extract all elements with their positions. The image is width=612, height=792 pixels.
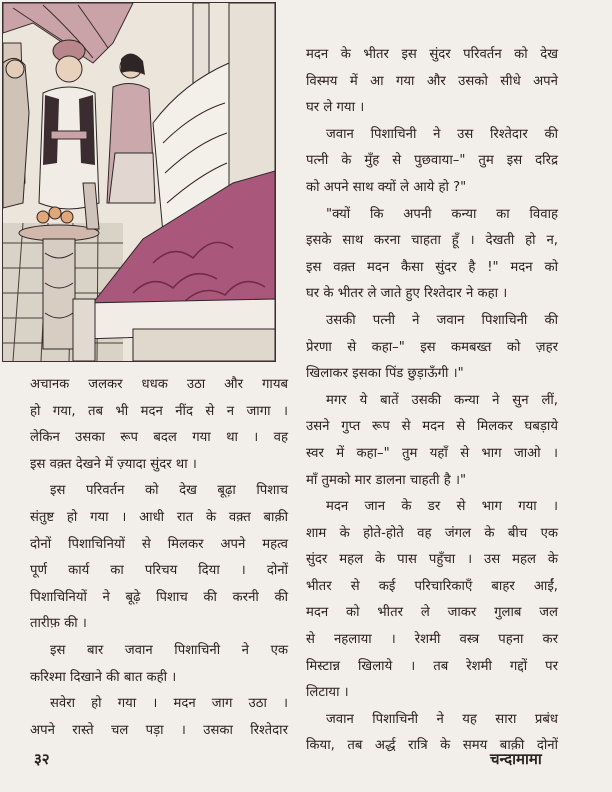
text-line: जवान पिशाचिनी ने उस रिश्तेदार की (326, 126, 558, 142)
text-line: तारीफ़ की । (30, 616, 87, 632)
text-line: इसके साथ करना चाहता हूँ । देखती हो न, (306, 233, 558, 249)
text-line: मदन जान के डर से भाग गया । (326, 499, 558, 515)
text-line: घर के भीतर ले जाते हुए रिश्तेदार ने कहा । (306, 286, 508, 302)
text-line: जवान पिशाचिनी ने यह सारा प्रबंध (326, 711, 558, 727)
text-line: लिटाया । (306, 685, 349, 701)
right-text-column (306, 42, 558, 760)
page-number: ३२ (34, 750, 50, 768)
text-line: इस परिवर्तन को देख बूढ़ा पिशाच (50, 483, 288, 499)
text-line: अपने रास्ते चल पड़ा । उसका रिश्तेदार (30, 722, 288, 738)
text-line: इस बार जवान पिशाचिनी ने एक (50, 642, 288, 658)
text-line: माँ तुमको मार डालना चाहती है ।" (306, 472, 467, 488)
text-line: पूर्ण कार्य का परिचय दिया । दोनों (30, 563, 288, 579)
text-line: अचानक जलकर धधक उठा और गायब (30, 377, 288, 392)
text-line: शाम के होते-होते वह जंगल के बीच एक (306, 525, 558, 541)
text-line: से नहलाया । रेशमी वस्त्र पहना कर (306, 632, 558, 648)
left-text-column (30, 372, 288, 744)
text-line: मदन के भीतर इस सुंदर परिवर्तन को देख (306, 47, 558, 62)
text-line: हो गया, तब भी मदन नींद से न जागा । (30, 403, 288, 419)
text-line: "क्यों कि अपनी कन्या का विवाह (326, 206, 558, 222)
text-line: प्रेरणा से कहा–" इस कमबख्त को ज़हर (306, 339, 558, 355)
text-line: उसने गुप्त रूप से मदन से मिलकर घबड़ाये (306, 419, 558, 435)
text-line: पत्नी के मुँह से पुछवाया–" तुम इस दरिद्र (306, 153, 558, 169)
text-line: संतुष्ट हो गया । आधी रात के वक़्त बाक़ी (30, 509, 288, 525)
text-line: पिशाचिनियों ने बूढ़े पिशाच की करनी की (30, 589, 288, 605)
text-line: लेकिन उसका रूप बदल गया था । वह (30, 430, 288, 446)
text-line: भीतर से कई परिचारिकाएँ बाहर आईं, (306, 578, 558, 594)
text-line: मगर ये बातें उसकी कन्या ने सुन लीं, (326, 392, 558, 408)
text-line: सुंदर महल के पास पहुँचा । उस महल के (306, 552, 558, 568)
magazine-name: चन्दामामा (490, 750, 542, 768)
text-line: खिलाकर इसका पिंड छुड़ाऊँगी ।" (306, 366, 464, 382)
text-line: घर ले गया । (306, 100, 365, 116)
text-line: स्वर में कहा–" तुम यहाँ से भाग जाओ । (306, 445, 558, 461)
text-line: इस वक़्त देखने में ज़्यादा सुंदर था । (30, 456, 197, 472)
text-line: सवेरा हो गया । मदन जाग उठा । (50, 696, 288, 712)
illustration-drawing (3, 3, 275, 361)
text-line: मिस्टान्न खिलाये । तब रेशमी गद्दों पर (306, 658, 558, 674)
text-line: मदन को भीतर ले जाकर गुलाब जल (306, 605, 558, 621)
text-line: दोनों पिशाचिनियों से मिलकर अपने महत्व (30, 536, 288, 552)
text-line: किया, तब अर्द्ध रात्रि के समय बाक़ी दोनों (306, 738, 558, 754)
text-line: को अपने साथ क्यों ले आये हो ?" (306, 179, 467, 195)
story-illustration (2, 2, 276, 362)
text-line: इस वक़्त मदन कैसा सुंदर है !" मदन को (306, 259, 558, 275)
text-line: विस्मय में आ गया और उसको सीधे अपने (306, 73, 558, 89)
text-line: उसकी पत्नी ने जवान पिशाचिनी की (326, 312, 558, 328)
text-line: करिश्मा दिखाने की बात कही । (30, 669, 177, 685)
